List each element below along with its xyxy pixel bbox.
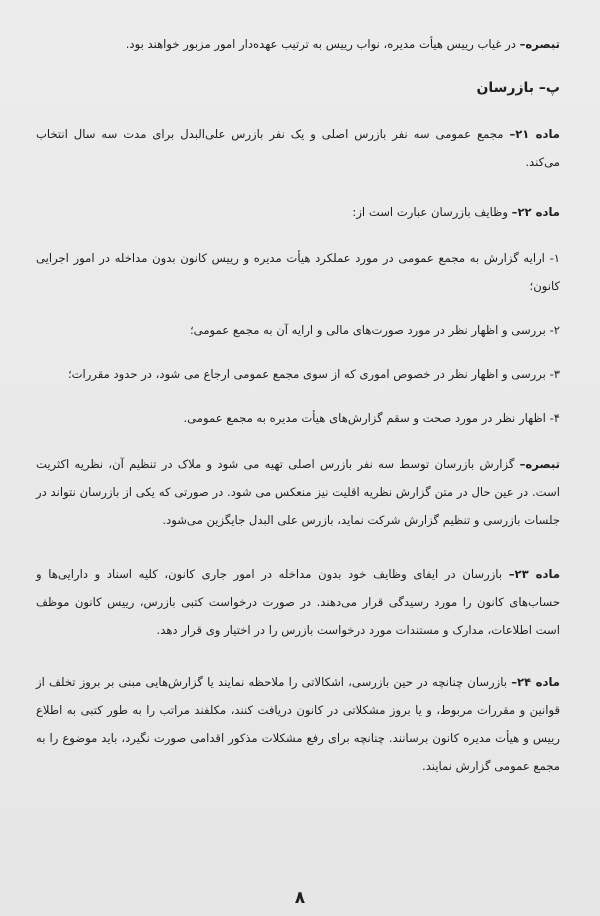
article-22-item-3: ۳- بررسی و اظهار نظر در خصوص اموری که از سوی مجمع عمومی ارجاع می شود، در حدود مقررات؛ [67,367,560,381]
note-label: تبصره– [519,37,560,51]
note-2-label: تبصره– [519,457,560,471]
article-21-label: ماده ۲۱– [509,127,560,141]
article-23 [36,560,560,644]
article-22 [36,198,560,226]
article-22-item-2: ۲- بررسی و اظهار نظر در مورد صورت‌های مالی و ارایه آن به مجمع عمومی؛ [190,323,560,337]
note-paragraph-top [36,30,560,58]
article-24 [36,668,560,780]
article-23-label: ماده ۲۳– [508,567,560,581]
article-22-item-1: ۱- ارایه گزارش به مجمع عمومی در مورد عملکرد هیأت مدیره و رییس کانون بدون مداخله در امور اجرایی کانون؛ [36,251,560,293]
article-22-label: ماده ۲۲– [511,205,560,219]
article-23-text: بازرسان در ایفای وظایف خود بدون مداخله در امور جاری کانون، کلیه اسناد و دارایی‌ها و حساب‌های کانون را مورد رسیدگی قرار می‌دهند. در صورت درخواست کتبی بازرس، رییس کانون موظف است اطلاعات، مدارک و مستندات مورد درخواست بازرس را در اختیار وی قرار دهد. [36,567,560,637]
article-24-text: بازرسان چنانچه در حین بازرسی، اشکالاتی را ملاحظه نمایند یا گزارش‌هایی مبنی بر بروز تخلف از قوانین و مقررات مربوط، و یا بروز مشکلاتی در کانون دریافت کنند، مکلفند مراتب را به طور کتبی به اطلاع رییس و هیأت مدیره کانون برسانند. چنانچه برای رفع مشکلات مذکور اقدامی صورت نگیرد، باید موضوع را به مجمع عمومی گزارش نمایند. [36,675,560,773]
article-22-item-4: ۴- اظهار نظر در مورد صحت و سقم گزارش‌های هیأت مدیره به مجمع عمومی. [183,411,560,425]
article-22-intro: وظایف بازرسان عبارت است از: [352,205,512,219]
article-24-label: ماده ۲۴– [511,675,560,689]
section-heading: پ– بازرسان [476,80,560,96]
article-21-text: مجمع عمومی سه نفر بازرس اصلی و یک نفر بازرس علی‌البدل برای مدت سه سال انتخاب می‌کند. [36,127,560,169]
note-paragraph-2 [36,450,560,534]
note-2-text: گزارش بازرسان توسط سه نفر بازرس اصلی تهیه می شود و ملاک در تنظیم آن، نظریه اکثریت است. در عین حال در متن گزارش نظریه اقلیت نیز منعکس می شود. در صورتی که یکی از بازرسان نتواند در جلسات بازرسی و تنظیم گزارش شرکت نماید، بازرس علی البدل جایگزین می‌شود. [36,457,560,527]
page-number: ۸ [294,888,306,908]
note-text: در غیاب رییس هیأت مدیره، نواب رییس به ترتیب عهده‌دار امور مزبور خواهند بود. [125,37,520,51]
article-21 [36,120,560,176]
